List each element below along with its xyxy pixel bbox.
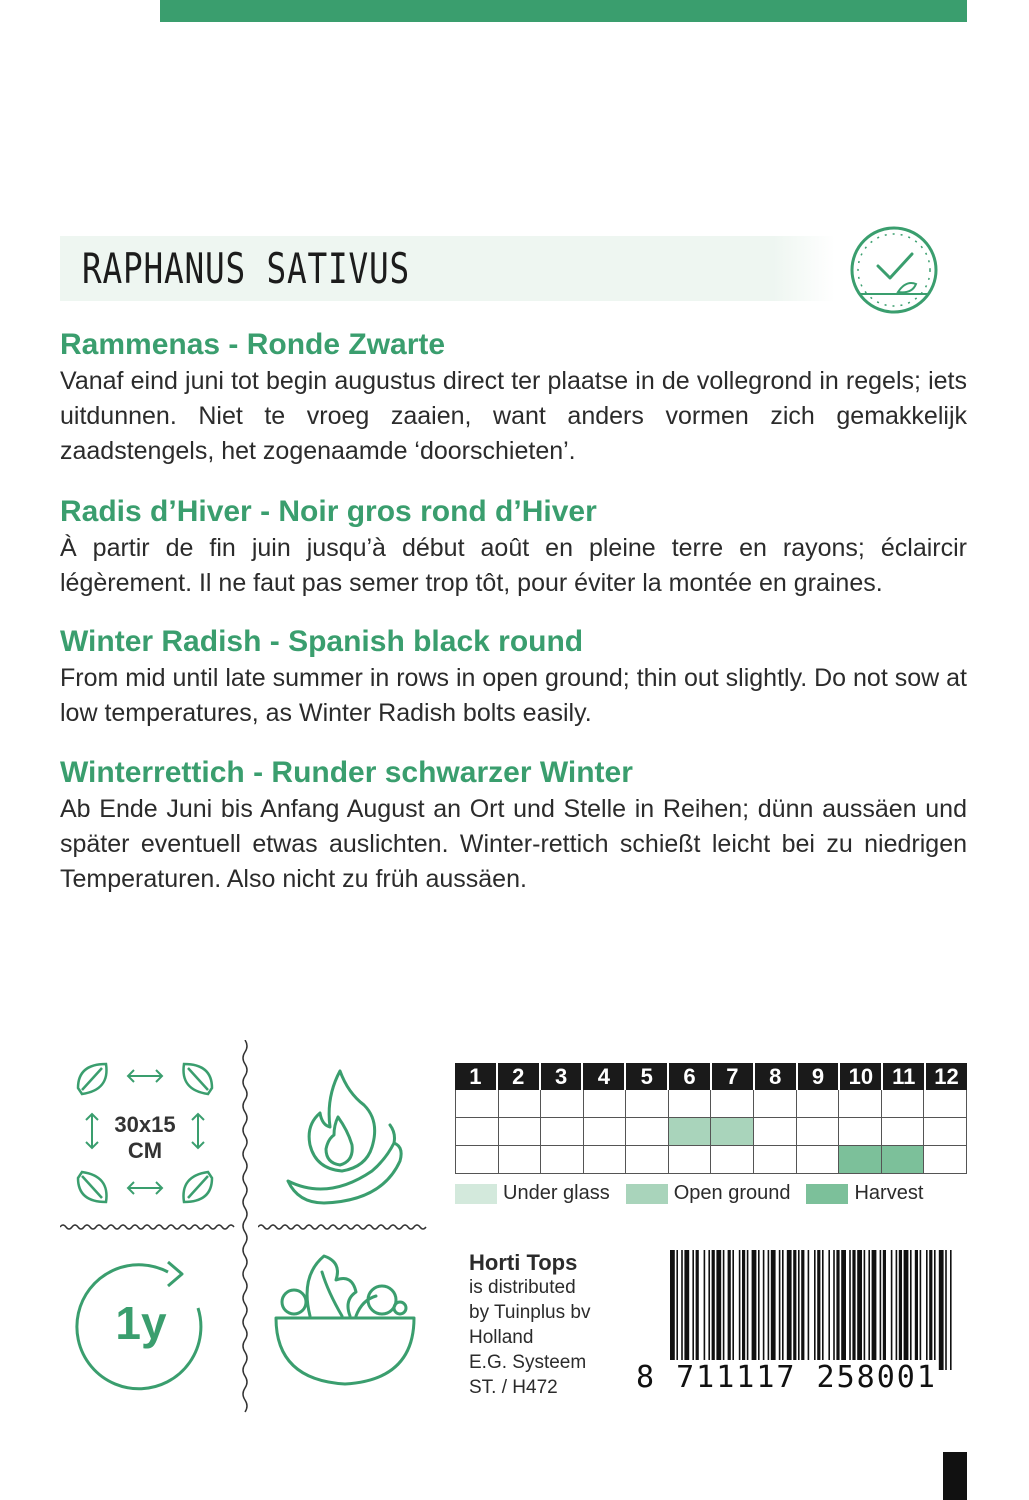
legend-swatch-under-glass — [455, 1184, 497, 1204]
lifespan-label: 1y — [115, 1297, 167, 1349]
calendar-cell — [797, 1090, 840, 1118]
clock-check-icon — [846, 222, 942, 318]
barcode-bar — [926, 1250, 928, 1370]
barcode-bar — [934, 1250, 936, 1370]
barcode-bar — [920, 1250, 922, 1370]
barcode-bar — [782, 1250, 784, 1370]
distributor-line-2: by Tuinplus bv — [469, 1302, 591, 1323]
section-de — [60, 756, 967, 897]
barcode-bar — [768, 1250, 770, 1370]
section-title-de: Winterrettich - Runder schwarzer Winter — [60, 756, 633, 789]
calendar-cell — [626, 1146, 669, 1174]
barcode-bar — [742, 1250, 745, 1370]
flame-chili-icon — [282, 1065, 404, 1215]
calendar-body — [455, 1090, 967, 1174]
barcode-bar — [872, 1250, 877, 1370]
calendar-cell — [839, 1146, 882, 1174]
spacing-dimensions: 30x15 — [114, 1112, 176, 1137]
section-text-fr: À partir de fin juin jusqu’à début août en pleine terre en rayons; éclaircir légèrement. Il ne faut pas semer trop tôt, pour éviter la montée en graines. — [60, 534, 967, 597]
calendar-cell — [541, 1090, 584, 1118]
barcode-bar — [896, 1250, 898, 1370]
barcode-bar — [939, 1250, 944, 1370]
calendar-cell — [882, 1090, 925, 1118]
calendar-cell — [754, 1146, 797, 1174]
barcode-bar — [758, 1250, 760, 1370]
barcode-bar — [712, 1250, 715, 1370]
barcode-bar — [945, 1250, 947, 1370]
calendar-month-9: 9 — [798, 1063, 841, 1090]
barcode-bar — [696, 1250, 699, 1370]
legend-harvest — [806, 1182, 923, 1205]
barcode-bar — [864, 1250, 866, 1370]
barcode-bar — [828, 1250, 830, 1370]
calendar-month-11: 11 — [883, 1063, 926, 1090]
calendar-cell — [584, 1118, 627, 1146]
barcode-bar — [793, 1250, 796, 1370]
legend-label-open-ground: Open ground — [673, 1182, 791, 1204]
barcode-bar — [849, 1250, 851, 1370]
barcode-bar — [899, 1250, 902, 1370]
barcode-bar — [814, 1250, 816, 1370]
barcode-bar — [910, 1250, 912, 1370]
spacing-icon — [70, 1058, 220, 1208]
sowing-calendar — [455, 1063, 967, 1174]
print-registration-mark — [943, 1452, 967, 1500]
legend-swatch-open-ground — [626, 1184, 668, 1204]
calendar-cell — [541, 1118, 584, 1146]
calendar-cell — [924, 1118, 967, 1146]
barcode-bar — [771, 1250, 776, 1370]
barcode-bar — [801, 1250, 804, 1370]
barcode-bar — [787, 1250, 792, 1370]
legend-under-glass — [455, 1182, 610, 1205]
section-fr — [60, 495, 967, 601]
barcode-bar — [692, 1250, 694, 1370]
distributor-line-4: E.G. Systeem — [469, 1352, 587, 1373]
barcode-bar — [752, 1250, 757, 1370]
calendar-cell — [499, 1146, 542, 1174]
section-text-nl: Vanaf eind juni tot begin augustus direct ter plaatse in de vollegrond in regels; iets uitdunnen. Niet te vroeg zaaien, want anders vormen zich gemakkelijk zaadstengels, het zogenaamde ‘doorschieten’. — [60, 367, 967, 465]
calendar-cell — [924, 1146, 967, 1174]
distributor-line-5: ST. / H472 — [469, 1377, 558, 1398]
calendar-cell — [584, 1146, 627, 1174]
legend-label-under-glass: Under glass — [503, 1182, 610, 1204]
barcode-bar — [723, 1250, 725, 1370]
calendar-months-header — [455, 1063, 967, 1090]
calendar-month-2: 2 — [498, 1063, 541, 1090]
calendar-cell — [882, 1146, 925, 1174]
barcode-bar — [891, 1250, 893, 1370]
barcode-bar — [822, 1250, 824, 1370]
calendar-cell — [669, 1118, 712, 1146]
calendar-cell — [797, 1118, 840, 1146]
barcode-bar — [704, 1250, 706, 1370]
calendar-cell — [754, 1090, 797, 1118]
barcode-bar — [708, 1250, 710, 1370]
section-text-de: Ab Ende Juni bis Anfang August an Ort und Stelle in Reihen; dünn aussäen und später eventuell etwas auslichten. Winter-rettich schießt leicht bei zu niedrigen Temperaturen. Also nicht zu früh aussäen. — [60, 795, 967, 893]
salad-bowl-icon — [270, 1252, 420, 1392]
calendar-row-harvest — [455, 1146, 967, 1174]
calendar-cell — [669, 1090, 712, 1118]
calendar-cell — [711, 1118, 754, 1146]
barcode-bar — [868, 1250, 870, 1370]
legend-label-harvest: Harvest — [854, 1182, 924, 1204]
barcode-bar — [929, 1250, 932, 1370]
calendar-legend — [455, 1182, 939, 1205]
calendar-cell — [499, 1090, 542, 1118]
calendar-cell — [882, 1118, 925, 1146]
calendar-cell — [541, 1146, 584, 1174]
barcode-bar — [676, 1250, 678, 1370]
barcode-digits: 8 711117 258001 — [636, 1360, 937, 1395]
barcode-bar — [880, 1250, 882, 1370]
barcode-bar — [817, 1250, 820, 1370]
calendar-cell — [839, 1118, 882, 1146]
distributor-info — [469, 1250, 590, 1400]
barcode-bar — [857, 1250, 862, 1370]
calendar-cell — [797, 1146, 840, 1174]
top-color-bar — [160, 0, 967, 22]
calendar-cell — [455, 1090, 499, 1118]
calendar-cell — [669, 1146, 712, 1174]
wavy-divider-horizontal-right — [258, 1222, 430, 1232]
calendar-cell — [455, 1146, 499, 1174]
calendar-cell — [499, 1118, 542, 1146]
latin-name: RAPHANUS SATIVUS — [82, 244, 411, 293]
legend-swatch-harvest — [806, 1184, 848, 1204]
section-title-fr: Radis d’Hiver - Noir gros rond d’Hiver — [60, 495, 597, 528]
section-title-nl: Rammenas - Ronde Zwarte — [60, 328, 446, 361]
barcode-bar — [763, 1250, 765, 1370]
calendar-month-3: 3 — [541, 1063, 584, 1090]
section-en — [60, 625, 967, 731]
legend-open-ground — [626, 1182, 791, 1205]
calendar-cell — [839, 1090, 882, 1118]
barcode-bar — [852, 1250, 855, 1370]
barcode-bar — [798, 1250, 800, 1370]
calendar-month-10: 10 — [840, 1063, 883, 1090]
distributor-line-3: Holland — [469, 1327, 534, 1348]
section-text-en: From mid until late summer in rows in open ground; thin out slightly. Do not sow at low temperatures, as Winter Radish bolts easily. — [60, 664, 967, 727]
calendar-month-12: 12 — [934, 1064, 959, 1089]
spacing-unit: CM — [127, 1138, 163, 1163]
barcode-bar — [950, 1250, 952, 1370]
barcode-bar — [904, 1250, 909, 1370]
barcode-bar — [833, 1250, 835, 1370]
calendar-month-6: 6 — [669, 1063, 712, 1090]
calendar-month-1: 1 — [455, 1063, 498, 1090]
section-nl — [60, 328, 967, 469]
barcode-bar — [670, 1250, 675, 1370]
annual-cycle-icon — [72, 1258, 210, 1396]
wavy-divider-vertical — [240, 1040, 250, 1415]
calendar-month-4: 4 — [583, 1063, 626, 1090]
barcode-bar — [915, 1250, 918, 1370]
barcode-bar — [732, 1250, 734, 1370]
section-title-en: Winter Radish - Spanish black round — [60, 625, 584, 658]
calendar-cell — [754, 1118, 797, 1146]
brand-name: Horti Tops — [469, 1250, 578, 1275]
calendar-cell — [924, 1090, 967, 1118]
barcode-bar — [841, 1250, 846, 1370]
calendar-cell — [711, 1146, 754, 1174]
barcode-bar — [836, 1250, 839, 1370]
barcode-bar — [716, 1250, 721, 1370]
barcode-bar — [779, 1250, 781, 1370]
barcode-bar — [808, 1250, 810, 1370]
barcode-bar — [681, 1250, 683, 1370]
calendar-month-5: 5 — [626, 1063, 669, 1090]
barcode-bar — [728, 1250, 731, 1370]
calendar-row-open-ground — [455, 1118, 967, 1146]
barcode-bar — [747, 1250, 749, 1370]
distributor-line-1: is distributed — [469, 1277, 576, 1298]
calendar-cell — [626, 1090, 669, 1118]
barcode-bar — [739, 1250, 741, 1370]
calendar-cell — [711, 1090, 754, 1118]
calendar-cell — [455, 1118, 499, 1146]
barcode-bar — [883, 1250, 886, 1370]
calendar-cell — [584, 1090, 627, 1118]
wavy-divider-horizontal-left — [60, 1222, 235, 1232]
barcode-bar — [684, 1250, 689, 1370]
calendar-month-8: 8 — [755, 1063, 798, 1090]
calendar-row-under-glass — [455, 1090, 967, 1118]
calendar-cell — [626, 1118, 669, 1146]
calendar-month-7: 7 — [712, 1063, 755, 1090]
